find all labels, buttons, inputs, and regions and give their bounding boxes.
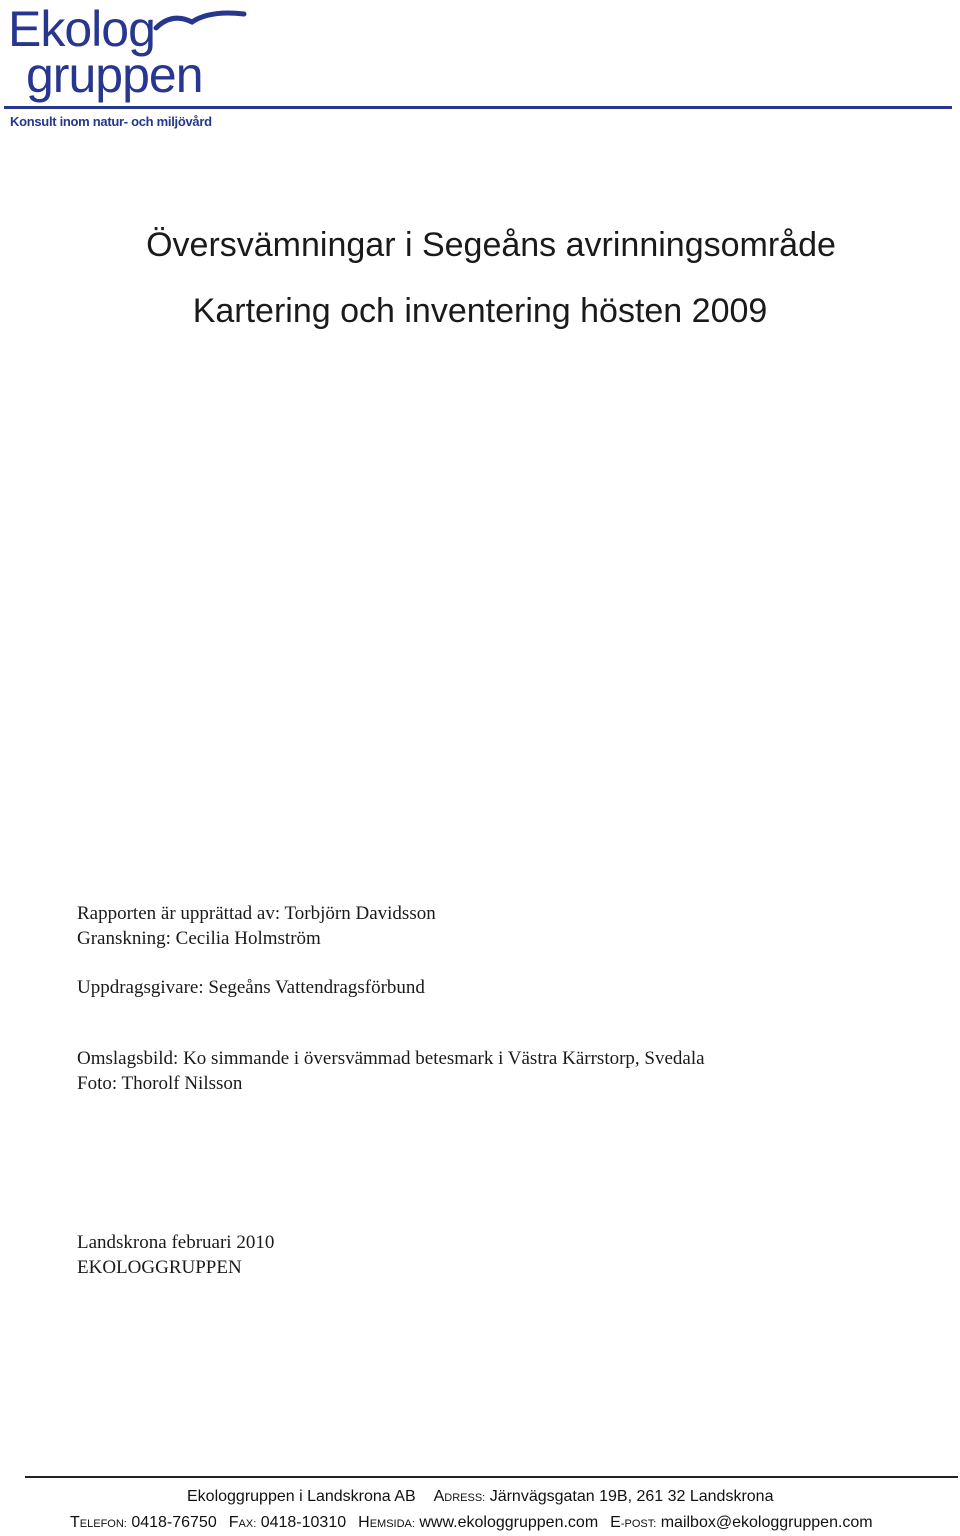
footer-email-link[interactable]: mailbox@ekologgruppen.com — [660, 1514, 873, 1531]
footer-fax: 0418-10310 — [260, 1514, 347, 1531]
org-line: EKOLOGGRUPPEN — [77, 1257, 242, 1278]
company-logo — [4, 2, 956, 132]
footer-address-label: ADRESS: — [433, 1488, 486, 1505]
logo-tagline: Konsult inom natur- och miljövård — [10, 114, 212, 129]
footer-web-link[interactable]: www.ekologgruppen.com — [419, 1514, 599, 1531]
review-line: Granskning: Cecilia Holmström — [77, 928, 321, 949]
footer-fax-label: FAX: — [228, 1514, 257, 1531]
client-line: Uppdragsgivare: Segeåns Vattendragsförbund — [77, 977, 425, 998]
logo-word-ekolog: Ekolog — [8, 1, 155, 57]
place-date-line: Landskrona februari 2010 — [77, 1232, 275, 1253]
author-line: Rapporten är upprättad av: Torbjörn Davidsson — [77, 903, 436, 924]
footer-web-label: HEMSIDA: — [358, 1514, 415, 1531]
credits-authors — [77, 901, 436, 951]
footer-line-2 — [70, 1514, 873, 1532]
credits-place — [77, 1230, 274, 1280]
report-subtitle: Kartering och inventering hösten 2009 — [192, 292, 768, 330]
photo-line: Foto: Thorolf Nilsson — [77, 1073, 243, 1094]
logo-divider — [4, 106, 952, 109]
logo-word-gruppen: gruppen — [26, 47, 203, 103]
footer-line-1 — [187, 1488, 773, 1506]
cover-line: Omslagsbild: Ko simmande i översvämmad betesmark i Västra Kärrstorp, Svedala — [77, 1048, 705, 1069]
footer-divider — [25, 1476, 958, 1478]
footer-email-label: E-POST: — [610, 1514, 657, 1531]
bird-icon — [152, 6, 248, 36]
footer-phone-label: TELEFON: — [70, 1514, 127, 1531]
report-title: Översvämningar i Segeåns avrinningsområde — [146, 226, 836, 264]
credits-cover — [77, 1046, 705, 1096]
footer-address: Järnvägsgatan 19B, 261 32 Landskrona — [489, 1488, 774, 1505]
footer-phone: 0418-76750 — [131, 1514, 217, 1531]
footer-company: Ekologgruppen i Landskrona AB — [187, 1488, 416, 1505]
credits-client — [77, 975, 425, 1000]
